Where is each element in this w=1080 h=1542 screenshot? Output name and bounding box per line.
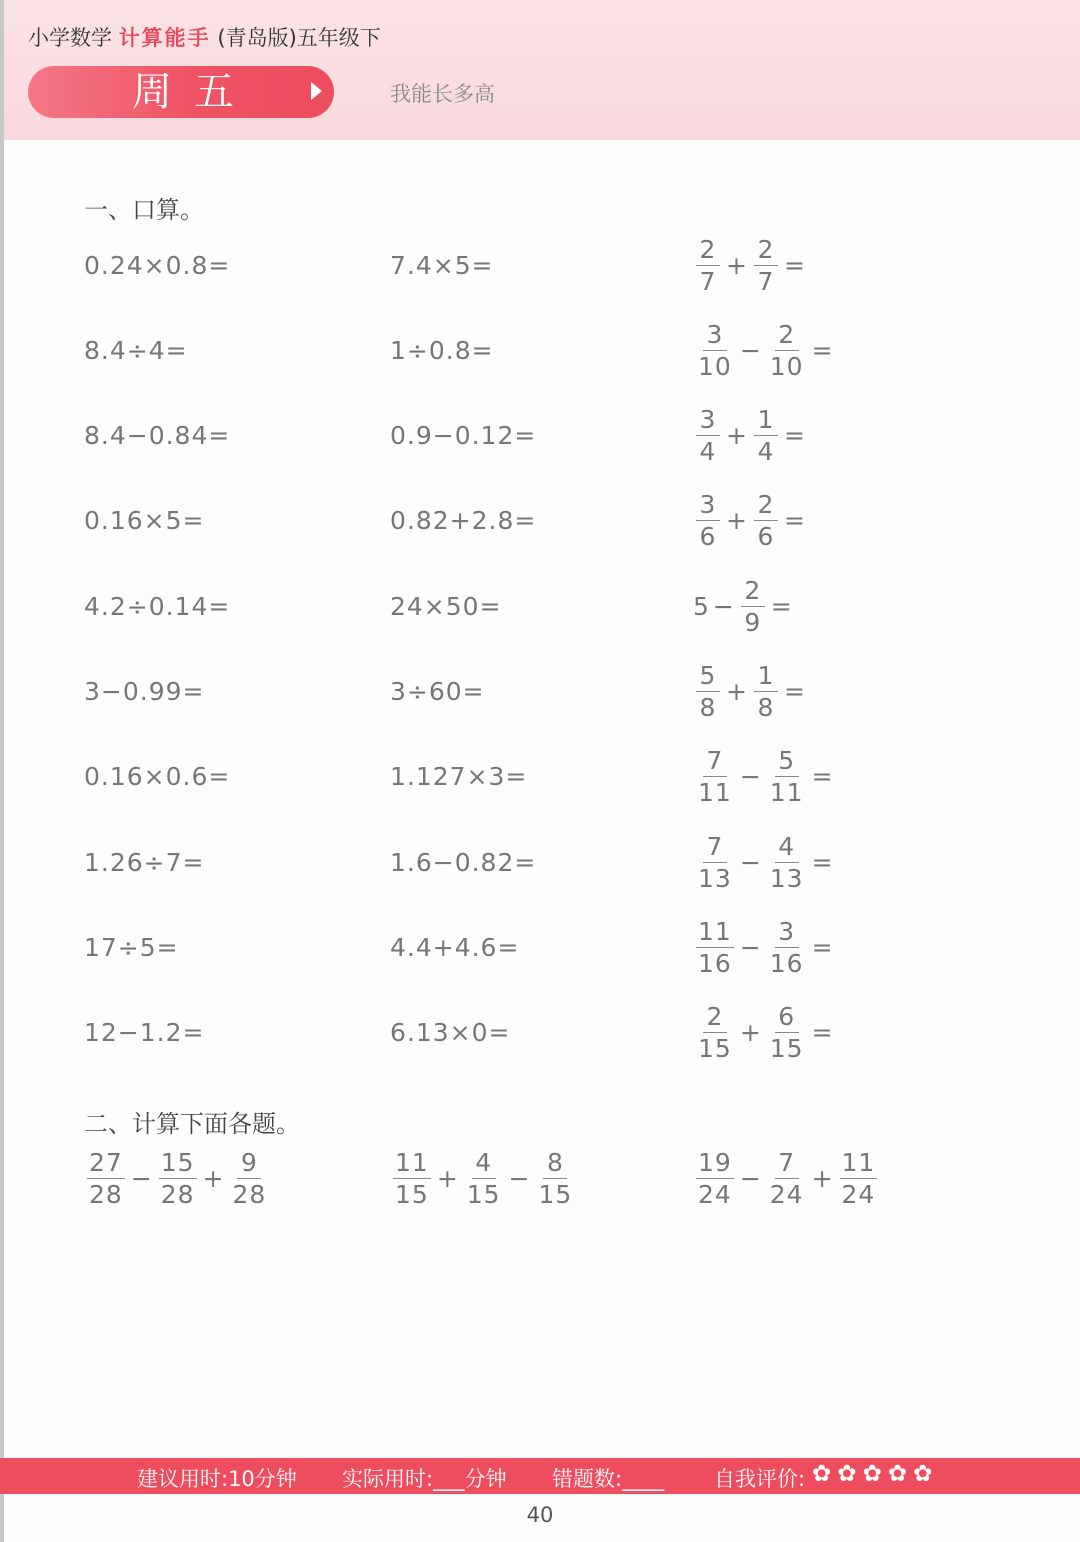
mental-math-item: 7.4×5= (390, 250, 494, 280)
calculation-problem (693, 1148, 880, 1208)
fraction-problem (693, 747, 837, 807)
fraction-problem (693, 917, 837, 977)
mental-math-item: 8.4−0.84= (84, 421, 231, 451)
operator: + (726, 506, 748, 536)
operator: − (712, 591, 735, 621)
denominator: 15 (395, 1179, 429, 1209)
fraction (159, 1147, 197, 1209)
denominator: 24 (841, 1179, 876, 1209)
day-banner (28, 66, 334, 118)
mental-math-item: 1÷0.8= (390, 335, 494, 365)
operator: − (130, 1163, 153, 1193)
operator: + (202, 1163, 225, 1193)
equals-sign: = (811, 1018, 834, 1048)
flower-star-icon: ✿ (837, 1461, 857, 1487)
book-title (28, 22, 381, 52)
operator: + (811, 1163, 834, 1193)
fraction (768, 831, 806, 893)
mental-math-item: 1.127×3= (390, 762, 528, 792)
mental-math-item: 12−1.2= (84, 1018, 205, 1048)
numerator: 15 (160, 1147, 195, 1177)
page-number: 40 (526, 1503, 554, 1527)
section-2-title: 二、计算下面各题。 (84, 1110, 300, 1138)
mental-math-item: 3÷60= (390, 677, 485, 706)
denominator: 15 (538, 1179, 573, 1209)
equals-sign: = (811, 932, 834, 962)
operator: + (726, 677, 748, 706)
play-arrow-icon (311, 82, 322, 100)
denominator: 8 (757, 693, 775, 722)
denominator: 15 (769, 1034, 804, 1064)
mental-math-item: 1.26÷7= (84, 847, 205, 877)
error-count: 错题数:____ (552, 1467, 665, 1491)
numerator: 3 (703, 322, 727, 351)
fraction (768, 746, 806, 808)
numerator: 27 (89, 1147, 123, 1177)
fraction (741, 575, 765, 637)
numerator: 2 (754, 237, 778, 266)
denominator: 24 (769, 1179, 804, 1209)
numerator: 5 (696, 663, 720, 692)
numerator: 7 (703, 834, 727, 863)
denominator: 13 (769, 863, 804, 893)
numerator: 11 (841, 1147, 876, 1177)
equals-sign: = (811, 847, 834, 877)
numerator: 9 (237, 1150, 261, 1179)
fraction (696, 405, 720, 467)
numerator: 11 (395, 1147, 429, 1177)
fraction (754, 234, 778, 296)
equals-sign: = (770, 591, 793, 621)
day-label: 周五 (132, 69, 256, 115)
mental-math-item: 0.16×0.6= (84, 762, 231, 792)
binding-edge (0, 0, 4, 1542)
denominator: 16 (698, 948, 732, 978)
numerator: 1 (754, 407, 778, 436)
fraction-problem (693, 491, 809, 551)
equals-sign: = (783, 677, 806, 706)
fraction (231, 1147, 269, 1209)
fraction (696, 663, 720, 720)
equals-sign: = (783, 506, 806, 536)
book-title-prefix: 小学数学 (28, 26, 112, 50)
fraction (840, 1147, 878, 1209)
denominator: 4 (757, 437, 775, 467)
denominator: 7 (699, 266, 717, 296)
mental-math-item: 0.24×0.8= (84, 250, 231, 280)
flower-star-icon: ✿ (887, 1461, 908, 1487)
fraction (754, 490, 778, 552)
fraction (696, 831, 734, 893)
book-title-brand: 计算能手 (118, 26, 211, 50)
fraction (537, 1147, 575, 1209)
numerator: 2 (775, 322, 799, 351)
fraction (696, 490, 720, 552)
fraction (696, 916, 734, 978)
calculation-problem (84, 1148, 271, 1208)
self-evaluation-stars (812, 1463, 932, 1486)
page-subtitle: 我能长多高 (390, 82, 495, 106)
numerator: 3 (696, 407, 720, 436)
book-title-suffix: (青岛版)五年级下 (217, 26, 381, 50)
fraction (696, 1002, 734, 1064)
fraction (768, 319, 806, 381)
fraction-problem (693, 662, 809, 722)
denominator: 4 (699, 437, 717, 467)
fraction (696, 746, 734, 808)
mental-math-item: 24×50= (390, 591, 502, 621)
equals-sign: = (811, 762, 834, 792)
mental-math-item: 4.4+4.6= (390, 932, 520, 962)
numerator: 4 (775, 834, 799, 863)
fraction (465, 1147, 503, 1209)
denominator: 28 (89, 1179, 123, 1209)
equals-sign: = (783, 250, 806, 280)
numerator: 6 (775, 1004, 799, 1033)
numerator: 5 (775, 748, 799, 777)
numerator: 8 (543, 1150, 567, 1179)
mental-math-item: 0.82+2.8= (390, 506, 537, 536)
denominator: 16 (769, 948, 804, 978)
denominator: 11 (769, 778, 804, 808)
fraction-problem (693, 320, 837, 380)
denominator: 28 (160, 1179, 195, 1209)
denominator: 6 (757, 522, 775, 552)
numerator: 19 (698, 1147, 732, 1177)
denominator: 10 (769, 351, 804, 381)
flower-star-icon: ✿ (862, 1461, 882, 1487)
mental-math-item: 1.6−0.82= (390, 847, 537, 877)
denominator: 7 (757, 266, 775, 296)
mental-math-item: 17÷5= (84, 932, 179, 962)
operator: − (739, 1163, 762, 1193)
self-evaluation-label: 自我评价: (714, 1467, 806, 1491)
operator: + (726, 421, 748, 451)
fraction-problem (693, 1003, 837, 1063)
denominator: 11 (698, 778, 732, 808)
numerator: 1 (754, 663, 778, 692)
fraction (393, 1147, 431, 1209)
fraction (754, 663, 778, 720)
numerator: 2 (754, 492, 778, 521)
fraction-problem (693, 576, 796, 636)
mental-math-item: 8.4÷4= (84, 335, 188, 365)
numerator: 2 (696, 237, 720, 266)
denominator: 13 (698, 863, 732, 893)
denominator: 15 (698, 1034, 732, 1064)
fraction (768, 916, 806, 978)
denominator: 8 (699, 693, 717, 722)
fraction-problem (693, 235, 809, 295)
denominator: 10 (698, 351, 732, 381)
denominator: 6 (699, 522, 717, 552)
operator: − (739, 847, 762, 877)
mental-math-item: 6.13×0= (390, 1018, 511, 1048)
flower-star-icon: ✿ (812, 1461, 832, 1487)
operator: − (739, 335, 762, 365)
denominator: 9 (744, 607, 762, 637)
equals-sign: = (811, 335, 834, 365)
suggested-time: 建议用时:10分钟 (137, 1467, 297, 1491)
numerator: 7 (703, 748, 727, 777)
calculation-problem (390, 1148, 577, 1208)
numerator: 11 (698, 916, 732, 946)
fraction (696, 1147, 734, 1209)
denominator: 15 (466, 1179, 501, 1209)
numerator: 4 (472, 1150, 496, 1179)
numerator: 3 (775, 919, 799, 948)
mental-math-item: 0.9−0.12= (390, 421, 537, 451)
operator: + (739, 1018, 762, 1048)
denominator: 28 (232, 1179, 267, 1209)
numerator: 7 (775, 1150, 799, 1179)
operator: + (436, 1163, 459, 1193)
operator: − (739, 932, 762, 962)
numerator: 2 (703, 1004, 727, 1033)
fraction-problem (693, 832, 837, 892)
mental-math-item: 4.2÷0.14= (84, 591, 231, 621)
fraction (754, 405, 778, 467)
operator: + (726, 250, 748, 280)
section-1-title: 一、口算。 (84, 196, 204, 224)
whole-number: 5 (693, 591, 710, 621)
fraction (696, 234, 720, 296)
equals-sign: = (783, 421, 806, 451)
numerator: 3 (696, 492, 720, 521)
mental-math-item: 3−0.99= (84, 677, 205, 706)
fraction-problem (693, 406, 809, 466)
fraction (87, 1147, 125, 1209)
denominator: 24 (698, 1179, 732, 1209)
operator: − (739, 762, 762, 792)
numerator: 2 (741, 578, 765, 607)
fraction (768, 1002, 806, 1064)
operator: − (508, 1163, 531, 1193)
fraction (696, 319, 734, 381)
actual-time: 实际用时:___分钟 (342, 1467, 507, 1491)
mental-math-item: 0.16×5= (84, 506, 205, 536)
flower-star-icon: ✿ (913, 1461, 933, 1487)
fraction (768, 1147, 806, 1209)
